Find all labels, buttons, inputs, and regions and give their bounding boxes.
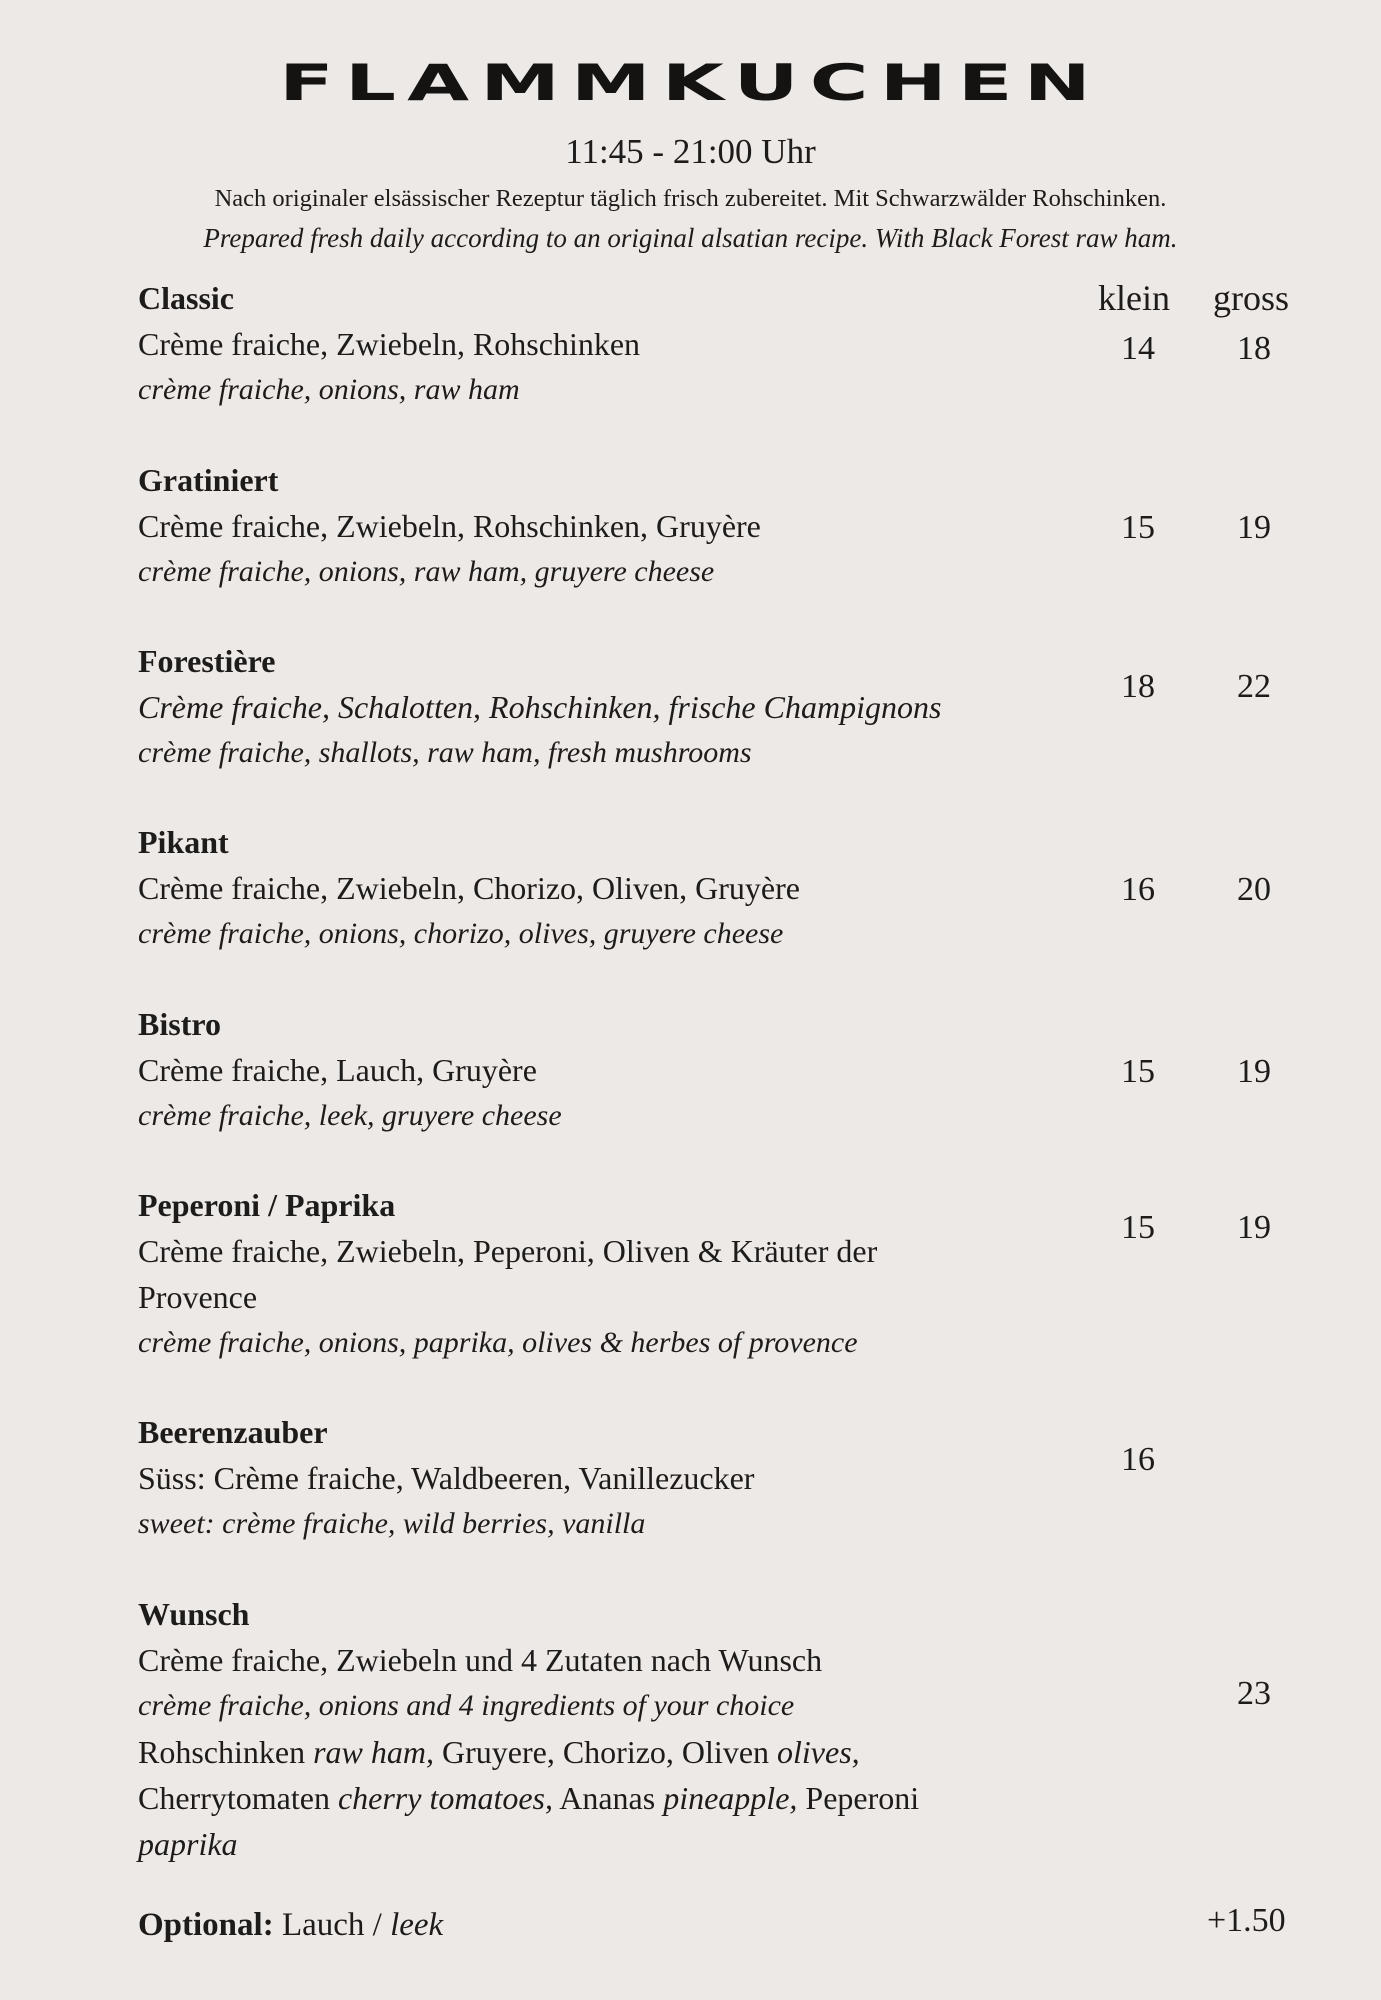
- price-large: 20: [1237, 871, 1271, 908]
- item-description-de: Crème fraiche, Zwiebeln, Peperoni, Oliven & Kräuter der Provence: [138, 1233, 878, 1315]
- extra-ingredient-de: Cherrytomaten: [138, 1780, 330, 1816]
- price-small: 18: [1121, 668, 1155, 705]
- item-description-en: crème fraiche, onions, paprika, olives & herbes of provence: [138, 1326, 858, 1359]
- item-description-en: crème fraiche, onions, chorizo, olives, gruyere cheese: [138, 917, 784, 950]
- optional-item-de: Lauch: [281, 1907, 365, 1943]
- item-description-en: crème fraiche, leek, gruyere cheese: [138, 1099, 562, 1132]
- extra-ingredient-en: olives,: [777, 1734, 860, 1770]
- menu-item-classic: [138, 275, 978, 413]
- menu-item-peperoni-paprika: [138, 1182, 978, 1366]
- menu-item-beerenzauber: [138, 1409, 978, 1547]
- item-name: Classic: [138, 280, 234, 316]
- price-small: 15: [1121, 1053, 1155, 1090]
- item-description-de: Crème fraiche, Zwiebeln, Rohschinken, Gruyère: [138, 508, 761, 544]
- menu-item-gratiniert: [138, 457, 978, 595]
- extra-ingredient-en: pineapple,: [663, 1780, 798, 1816]
- item-name: Peperoni / Paprika: [138, 1187, 396, 1223]
- menu-item-wunsch: [138, 1591, 978, 1867]
- price-small: 16: [1121, 871, 1155, 908]
- item-description-en: crème fraiche, onions and 4 ingredients of your choice: [138, 1689, 795, 1722]
- price-large: 23: [1237, 1675, 1271, 1712]
- intro-german: Nach originaler elsässischer Rezeptur täglich frisch zubereitet. Mit Schwarzwälder Rohschinken.: [214, 185, 1167, 212]
- item-description-de: Crème fraiche, Zwiebeln, Rohschinken: [138, 326, 641, 362]
- item-description-en: crème fraiche, shallots, raw ham, fresh mushrooms: [138, 736, 752, 769]
- optional-addon: [138, 1907, 443, 1944]
- item-name: Forestière: [138, 643, 276, 679]
- extra-ingredient-de: Rohschinken: [138, 1734, 306, 1770]
- price-large: 19: [1237, 1209, 1271, 1246]
- item-description-de: Crème fraiche, Lauch, Gruyère: [138, 1052, 537, 1088]
- optional-label: Optional:: [138, 1907, 274, 1943]
- price-large: 22: [1237, 668, 1271, 705]
- price-large: 18: [1237, 330, 1271, 367]
- extra-ingredient-de: Gruyere, Chorizo, Oliven: [442, 1734, 770, 1770]
- menu-item-bistro: [138, 1001, 978, 1139]
- optional-price: +1.50: [1207, 1902, 1286, 1939]
- item-description-de: Crème fraiche, Zwiebeln und 4 Zutaten nach Wunsch: [138, 1642, 823, 1678]
- opening-hours: 11:45 - 21:00 Uhr: [565, 132, 816, 171]
- menu-title: FLAMMKUCHEN: [279, 54, 1102, 112]
- extra-ingredient-de: Peperoni: [805, 1780, 920, 1816]
- item-name: Gratiniert: [138, 462, 279, 498]
- extra-ingredient-en: raw ham,: [313, 1734, 434, 1770]
- item-description-de: Crème fraiche, Zwiebeln, Chorizo, Oliven, Gruyère: [138, 870, 800, 906]
- item-description-de: Crème fraiche, Schalotten, Rohschinken, frische Champignons: [138, 689, 942, 725]
- extra-ingredients: [138, 1729, 978, 1867]
- extra-ingredient-de: Ananas: [559, 1780, 656, 1816]
- item-description-en: sweet: crème fraiche, wild berries, vanilla: [138, 1507, 646, 1540]
- price-large: 19: [1237, 1053, 1271, 1090]
- extra-ingredient-en: cherry tomatoes,: [337, 1780, 553, 1816]
- item-description-en: crème fraiche, onions, raw ham: [138, 373, 520, 406]
- item-name: Beerenzauber: [138, 1414, 328, 1450]
- price-small: 15: [1121, 1209, 1155, 1246]
- price-small: 14: [1121, 330, 1155, 367]
- intro-english: Prepared fresh daily according to an original alsatian recipe. With Black Forest raw ham.: [203, 223, 1178, 253]
- item-name: Wunsch: [138, 1596, 250, 1632]
- item-name: Pikant: [138, 824, 229, 860]
- price-small: 15: [1121, 509, 1155, 546]
- price-large: 19: [1237, 509, 1271, 546]
- item-description-en: crème fraiche, onions, raw ham, gruyere cheese: [138, 555, 715, 588]
- price-small: 16: [1121, 1441, 1155, 1478]
- extra-ingredient-en: paprika: [138, 1826, 238, 1862]
- optional-item-en: leek: [390, 1907, 444, 1943]
- optional-separator: /: [372, 1907, 382, 1943]
- menu-item-pikant: [138, 819, 978, 957]
- menu-item-forestiere: [138, 638, 978, 776]
- item-name: Bistro: [138, 1006, 221, 1042]
- item-description-de: Süss: Crème fraiche, Waldbeeren, Vanillezucker: [138, 1460, 755, 1496]
- column-header-large: gross: [1213, 278, 1290, 318]
- column-header-small: klein: [1098, 278, 1170, 318]
